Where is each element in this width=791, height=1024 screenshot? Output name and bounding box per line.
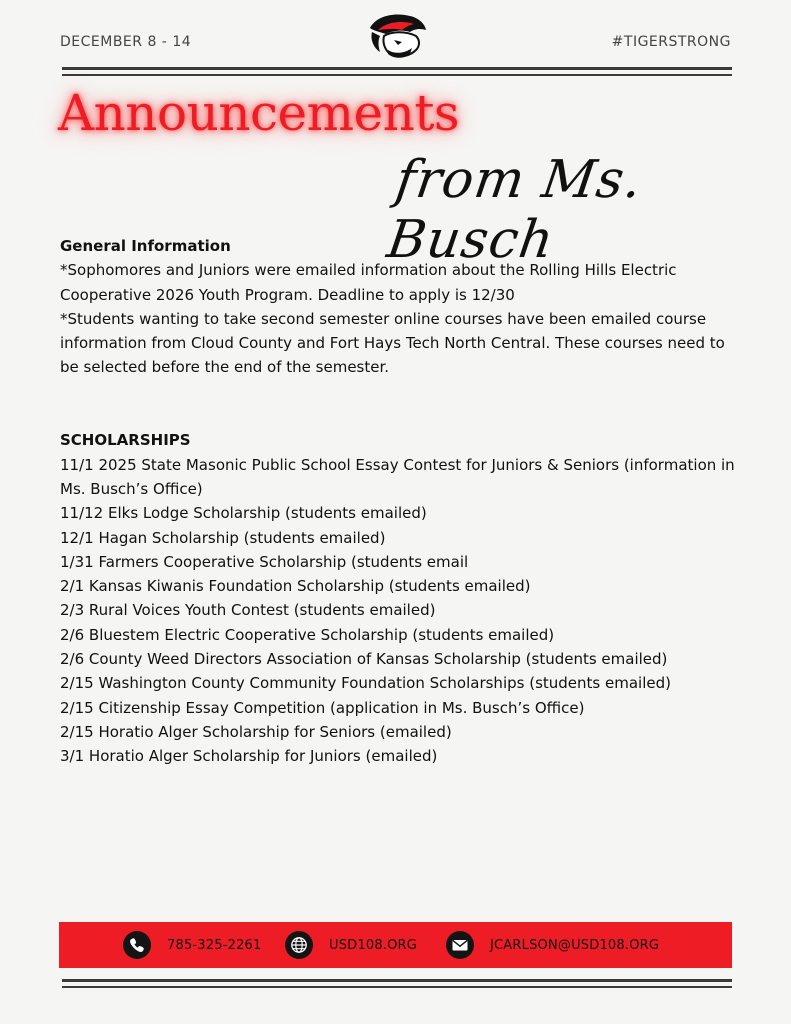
scholarship-item: 2/15 Washington County Community Foundation Scholarships (students emailed) <box>60 674 671 693</box>
bottom-rule-thin <box>62 986 732 988</box>
scholarship-item: 2/1 Kansas Kiwanis Foundation Scholarship (students emailed) <box>60 577 531 596</box>
envelope-icon <box>446 931 474 959</box>
globe-icon <box>285 931 313 959</box>
general-info-heading: General Information <box>60 237 231 255</box>
phone-icon <box>123 931 151 959</box>
scholarship-item: 11/12 Elks Lodge Scholarship (students emailed) <box>60 504 427 523</box>
scholarships-heading: SCHOLARSHIPS <box>60 431 191 450</box>
scholarship-item: 2/15 Horatio Alger Scholarship for Seniors (emailed) <box>60 722 452 741</box>
tiger-logo <box>364 10 428 64</box>
main-content <box>60 234 740 769</box>
scholarship-item: 3/1 Horatio Alger Scholarship for Juniors (emailed) <box>60 747 438 766</box>
top-rule-thin <box>62 74 732 76</box>
bottom-rule-thick <box>62 979 732 982</box>
footer-phone-text: 785-325-2261 <box>167 937 262 953</box>
date-range: DECEMBER 8 - 14 <box>60 34 192 50</box>
page-subtitle: from Ms. Busch <box>383 150 647 270</box>
scholarship-item: 2/3 Rural Voices Youth Contest (students emailed) <box>60 601 436 620</box>
scholarship-item: 11/1 2025 State Masonic Public School Essay Contest for Juniors & Seniors (information in Ms. Busch’s Office) <box>60 455 735 498</box>
top-rule-thick <box>62 67 732 70</box>
page-title: Announcements <box>58 84 460 142</box>
scholarship-item: 2/6 Bluestem Electric Cooperative Scholarship (students emailed) <box>60 625 555 644</box>
scholarship-item: 2/15 Citizenship Essay Competition (application in Ms. Busch’s Office) <box>60 698 585 717</box>
footer-email-text: JCARLSON@USD108.ORG <box>490 937 660 953</box>
contact-footer <box>59 922 732 968</box>
footer-email[interactable] <box>446 931 659 959</box>
scholarship-item: 12/1 Hagan Scholarship (students emailed) <box>60 528 386 547</box>
section-gap <box>60 380 740 429</box>
footer-website[interactable] <box>285 931 417 959</box>
scholarship-item: 1/31 Farmers Cooperative Scholarship (students email <box>60 552 469 571</box>
hashtag: #TIGERSTRONG <box>611 34 731 50</box>
footer-phone[interactable] <box>123 931 262 959</box>
general-info-paragraph: *Sophomores and Juniors were emailed information about the Rolling Hills Electric Cooperative 2026 Youth Program. Deadline to apply is 12/30 <box>60 261 677 304</box>
scholarship-item: 2/6 County Weed Directors Association of Kansas Scholarship (students emailed) <box>60 650 668 669</box>
footer-website-text: USD108.ORG <box>329 937 418 953</box>
general-info-paragraph: *Students wanting to take second semester online courses have been emailed course information from Cloud County and Fort Hays Tech North Central. These courses need to be selected before the end of the semester. <box>60 309 725 377</box>
